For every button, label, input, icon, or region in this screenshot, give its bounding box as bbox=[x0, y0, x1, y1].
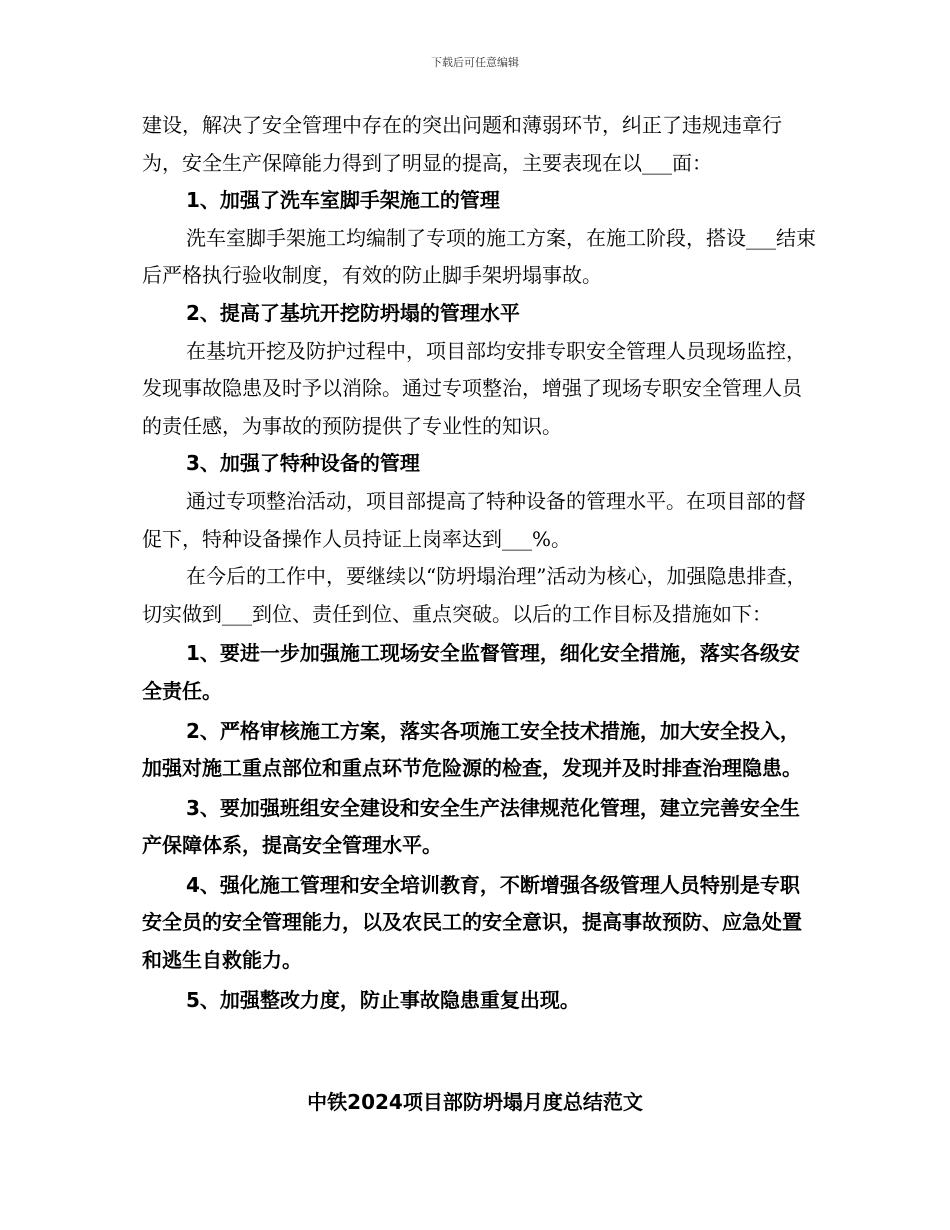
measure-item-5: 5、加强整改力度，防止事故隐患重复出现。 bbox=[186, 987, 580, 1012]
measure-item-2: 2、严格审核施工方案，落实各项施工安全技术措施，加大安全投入，加强对施工重点部位和重点环节危险源的检查，发现并及时排查治理隐患。 bbox=[142, 718, 802, 781]
section-heading-3: 3、加强了特种设备的管理 bbox=[186, 451, 420, 476]
document-body bbox=[142, 107, 818, 1019]
section-paragraph-2: 在基坑开挖及防护过程中，项目部均安排专职安全管理人员现场监控，发现事故隐患及时予以消除。通过专项整治，增强了现场专职安全管理人员的责任感，为事故的预防提供了专业性的知识。 bbox=[142, 338, 806, 438]
section-heading-2: 2、提高了基坑开挖防坍塌的管理水平 bbox=[186, 300, 520, 325]
measure-item-4: 4、强化施工管理和安全培训教育，不断增强各级管理人员特别是专职安全员的安全管理能力，以及农民工的安全意识，提高事故预防、应急处置和逃生自救能力。 bbox=[142, 872, 802, 973]
section-paragraph-3: 通过专项整治活动，项目部提高了特种设备的管理水平。在项目部的督促下，特种设备操作人员持证上岗率达到___%。 bbox=[142, 488, 806, 551]
measure-item-1: 1、要进一步加强施工现场安全监督管理，细化安全措施，落实各级安全责任。 bbox=[142, 641, 800, 703]
future-paragraph: 在今后的工作中，要继续以“防坍塌治理”活动为核心，加强隐患排查，切实做到___到位、责任到位、重点突破。以后的工作目标及措施如下： bbox=[142, 564, 807, 626]
next-document-title: 中铁2024项目部防坍塌月度总结范文 bbox=[307, 1090, 643, 1114]
section-paragraph-1: 洗车室脚手架施工均编制了专项的施工方案，在施工阶段，搭设___结束后严格执行验收制度，有效的防止脚手架坍塌事故。 bbox=[142, 225, 816, 288]
page-header: 下载后可任意编辑 bbox=[431, 56, 519, 69]
section-heading-1: 1、加强了洗车室脚手架施工的管理 bbox=[186, 188, 500, 213]
intro-paragraph: 建设，解决了安全管理中存在的突出问题和薄弱环节，纠正了违规违章行为，安全生产保障能力得到了明显的提高，主要表现在以___面： bbox=[142, 113, 782, 175]
measure-item-3: 3、要加强班组安全建设和安全生产法律规范化管理，建立完善安全生产保障体系，提高安全管理水平。 bbox=[142, 795, 800, 858]
